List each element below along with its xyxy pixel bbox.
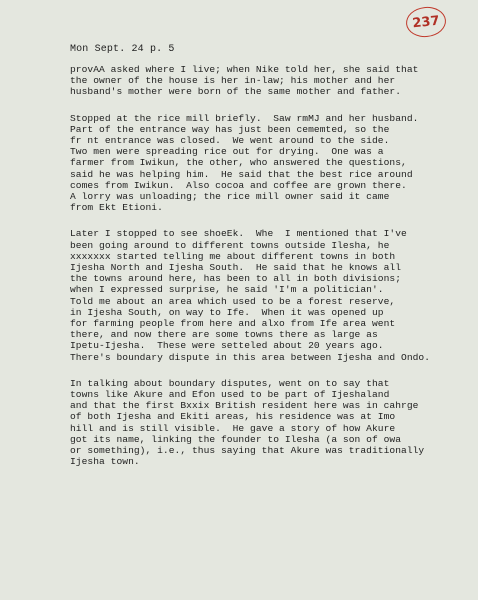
text-line: in Ijesha South, on way to Ife. When it was opened up bbox=[70, 306, 384, 318]
text-line: and that the first Bxxix British resident here was in cahrge bbox=[70, 400, 419, 412]
text-line: Told me about an area which used to be a forest reserve, bbox=[70, 295, 396, 307]
text-line: or something), i.e., thus saying that Akure was traditionally bbox=[70, 445, 425, 457]
text-line: said he was helping him. He said that the best rice around bbox=[70, 168, 413, 180]
text-line: Ijesha town. bbox=[70, 456, 140, 468]
paragraph bbox=[70, 378, 465, 468]
text-line: for farming people from here and alxo from Ife area went bbox=[70, 318, 396, 330]
text-line: Part of the entrance way has just been cememted, so the bbox=[70, 123, 390, 135]
document-body bbox=[70, 64, 465, 483]
text-line: comes from Iwikun. Also cocoa and coffee are grown there. bbox=[70, 179, 407, 191]
page-header: Mon Sept. 24 p. 5 bbox=[70, 44, 175, 55]
text-line: from Ekt Etioni. bbox=[70, 202, 163, 214]
text-line: husband's mother were born of the same mother and father. bbox=[70, 86, 402, 98]
text-line: Stopped at the rice mill briefly. Saw rmMJ and her husband. bbox=[70, 112, 419, 124]
text-line: when I expressed surprise, he said 'I'm a politician'. bbox=[70, 284, 384, 296]
text-line: been going around to different towns outside Ilesha, he bbox=[70, 239, 390, 251]
text-line: There's boundary dispute in this area between Ijesha and Ondo. bbox=[70, 351, 431, 363]
paragraph bbox=[70, 113, 465, 214]
text-line: Ipetu-Ijesha. These were setteled about 20 years ago. bbox=[70, 340, 384, 352]
text-line: Two men were spreading rice out for drying. One was a bbox=[70, 146, 384, 158]
text-line: farmer from Iwikun, the other, who answered the questions, bbox=[70, 157, 407, 169]
paragraph bbox=[70, 64, 465, 98]
text-line: Later I stopped to see shoeEk. Whe I mentioned that I've bbox=[70, 228, 407, 240]
text-line: provAA asked where I live; when Nike told her, she said that bbox=[70, 64, 419, 75]
text-line: of both Ijesha and Ekiti areas, his residence was at Imo bbox=[70, 411, 396, 423]
text-line: A lorry was unloading; the rice mill owner said it came bbox=[70, 191, 390, 203]
text-line: there, and now there are some towns there as large as bbox=[70, 329, 378, 341]
text-line: got its name, linking the founder to Ilesha (a son of owa bbox=[70, 433, 402, 445]
text-line: the owner of the house is her in-law; his mother and her bbox=[70, 75, 396, 87]
text-line: Ijesha North and Ijesha South. He said that he knows all bbox=[70, 262, 402, 274]
page-number-stamp: 237 bbox=[405, 5, 448, 39]
text-line: hill and is still visible. He gave a story of how Akure bbox=[70, 422, 396, 434]
text-line: xxxxxxx started telling me about different towns in both bbox=[70, 250, 396, 262]
paragraph bbox=[70, 228, 465, 362]
text-line: towns like Akure and Efon used to be part of Ijeshaland bbox=[70, 389, 390, 401]
text-line: In talking about boundary disputes, went on to say that bbox=[70, 377, 390, 389]
text-line: fr nt entrance was closed. We went around to the side. bbox=[70, 135, 390, 147]
text-line: the towns around here, has been to all in both divisions; bbox=[70, 273, 402, 285]
